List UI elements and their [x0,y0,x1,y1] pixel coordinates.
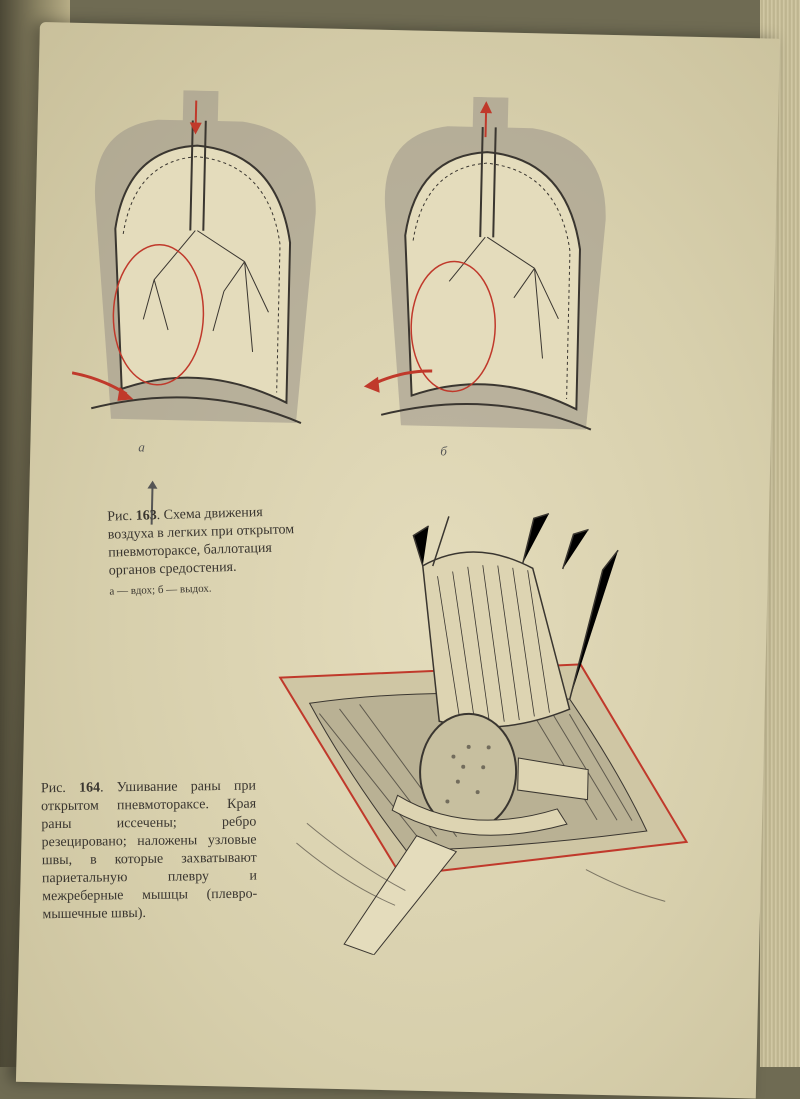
caption-prefix: Рис. [107,508,133,525]
caption-text: Ушивание раны при открытом пневмотораксе. Края раны иссечены; ребро резецировано; наложены узловые швы, в которые захватывают париетальную плевру и межреберные мышцы (плевро-мышечные швы). [41,778,258,923]
caption-number: 164 [78,780,101,796]
wound-suture-illustration [264,502,704,962]
figure-164-caption: Рис. 164. Ушивание раны при открытом пневмотораксе. Края раны иссечены; ребро резецировано; наложены узловые швы, в которые захватывают париетальную плевру и межреберные мышцы (плевро-мышечные швы). [40,778,258,923]
lung-diagram-inhale [71,88,339,434]
wound-suture-drawing [264,502,704,962]
lung-diagram-exhale-drawing [361,94,629,440]
figure-163-caption: Рис. 163. Схема движения воздуха в легких при открытом пневмотораксе, баллотация органов средостения. а — вдох; б — выдох. [107,503,300,601]
lung-diagram-inhale-drawing [71,88,339,434]
panel-label-b: б [440,443,448,459]
book-page [16,22,780,1099]
caption-number: 163 [135,508,157,524]
caption-text: Схема движения воздуха в легких при открытом пневмотораксе, баллотация органов средостения. [107,505,295,579]
panel-label-a: а [138,439,146,455]
caption-prefix: Рис. [40,780,66,797]
lung-diagram-exhale [361,94,629,440]
caption-legend: а — вдох; б — выдох. [109,582,212,598]
